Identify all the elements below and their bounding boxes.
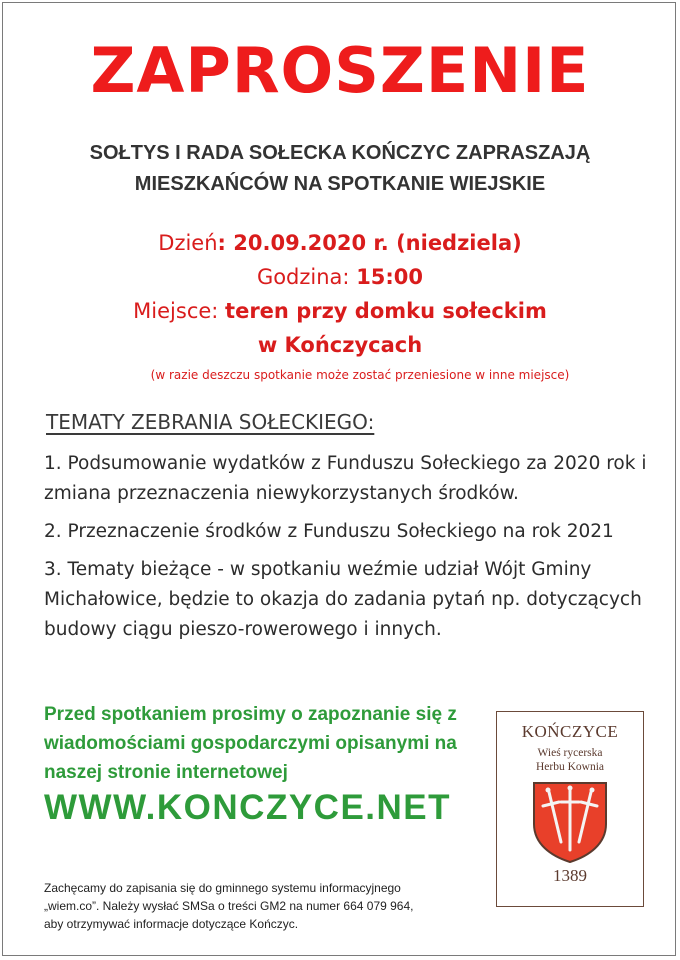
- crest-name: KOŃCZYCE: [521, 722, 619, 741]
- rain-note: (w razie deszczu spotkanie może zostać przeniesione w inne miejsce): [150, 368, 570, 382]
- shield-icon: [531, 780, 609, 864]
- footer-line-1: Zachęcamy do zapisania się do gminnego systemu informacyjnego: [44, 881, 401, 895]
- meeting-time: [0, 260, 680, 294]
- info-text: Przed spotkaniem prosimy o zapoznanie się z wiadomościami gospodarczymi opisanymi na naszej stronie internetowej: [44, 704, 457, 783]
- place-value-line-2: w Kończycach: [257, 333, 423, 357]
- crest-subtitle-line-1: Wieś rycerska: [537, 747, 603, 759]
- village-crest: [496, 711, 644, 907]
- meeting-date: [0, 226, 680, 260]
- website-link[interactable]: WWW.KONCZYCE.NET: [44, 788, 452, 827]
- topic-item: 2. Przeznaczenie środków z Funduszu Sołeckiego na rok 2021: [44, 521, 614, 542]
- meeting-place-cont: [0, 328, 680, 362]
- footer-note: [44, 879, 484, 933]
- topics-list: [44, 449, 654, 653]
- time-label: Godzina:: [256, 265, 357, 289]
- footer-line-3: aby otrzymywać informacje dotyczące Kończyc.: [44, 917, 299, 931]
- footer-line-2: „wiem.co”. Należy wysłać SMSa o treści GM2 na numer 664 079 964,: [44, 899, 414, 913]
- crest-year: 1389: [553, 866, 587, 885]
- crest-subtitle-line-2: Herbu Kownia: [535, 761, 605, 773]
- topic-item: 1. Podsumowanie wydatków z Funduszu Sołeckiego za 2020 rok i zmiana przeznaczenia niewykorzystanych środków.: [44, 453, 647, 504]
- invitation-subtitle: [0, 138, 680, 200]
- topic-item: 3. Tematy bieżące - w spotkaniu weźmie udział Wójt Gminy Michałowice, będzie to okazja do zadania pytań np. dotyczących budowy ciągu pieszo-rowerowego i innych.: [44, 559, 642, 640]
- date-value: : 20.09.2020 r. (niedziela): [217, 231, 522, 255]
- subtitle-line-2: MIESZKAŃCÓW NA SPOTKANIE WIEJSKIE: [134, 173, 546, 195]
- meeting-place: [0, 294, 680, 328]
- subtitle-line-1: SOŁTYS I RADA SOŁECKA KOŃCZYC ZAPRASZAJĄ: [89, 142, 591, 164]
- invitation-title: ZAPROSZENIE: [90, 34, 590, 107]
- meeting-details: [0, 226, 680, 384]
- place-label: Miejsce:: [133, 299, 226, 323]
- date-label: Dzień: [158, 231, 218, 255]
- time-value: 15:00: [356, 265, 424, 289]
- crest-subtitle: [497, 746, 643, 774]
- topics-heading: TEMATY ZEBRANIA SOŁECKIEGO:: [46, 410, 375, 434]
- place-value-line-1: teren przy domku sołeckim: [225, 299, 547, 323]
